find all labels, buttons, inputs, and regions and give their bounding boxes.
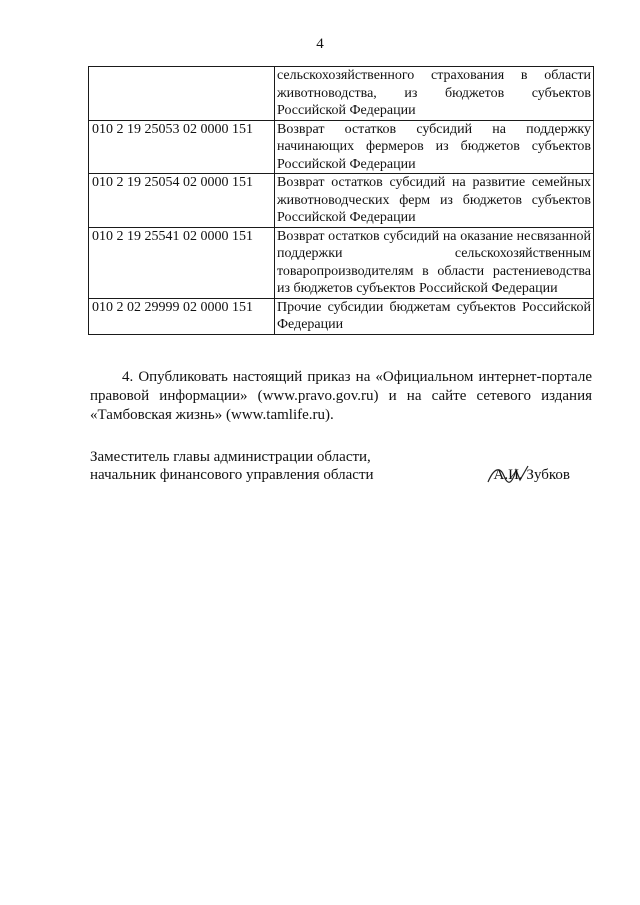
table-cell-code: 010 2 02 29999 02 0000 151 [89,298,275,334]
signatory-name: А.И. Зубков [493,467,570,483]
table-cell-description: Возврат остатков субсидий на оказание несвязанной поддержки сельскохозяйственным товаропроизводителям в области растениеводства из бюджетов субъектов Российской Федерации [275,227,594,298]
table-cell-code: 010 2 19 25054 02 0000 151 [89,174,275,228]
page-number: 4 [316,36,324,52]
table-row [89,174,594,228]
table-cell-code: 010 2 19 25053 02 0000 151 [89,120,275,174]
table-cell-code: 010 2 19 25541 02 0000 151 [89,227,275,298]
signatory-position-line-1: Заместитель главы администрации области, [90,449,371,465]
table-row [89,298,594,334]
table-cell-description: Прочие субсидии бюджетам субъектов Российской Федерации [275,298,594,334]
table-cell-description: Возврат остатков субсидий на поддержку начинающих фермеров из бюджетов субъектов Российской Федерации [275,120,594,174]
budget-codes-table [88,66,594,335]
signatory-position-line-2: начальник финансового управления области [90,467,374,483]
table-cell-description: сельскохозяйственного страхования в области животноводства, из бюджетов субъектов Российской Федерации [275,67,594,121]
table-cell-code [89,67,275,121]
table-row [89,120,594,174]
table-row [89,67,594,121]
table-row [89,227,594,298]
table-cell-description: Возврат остатков субсидий на развитие семейных животноводческих ферм из бюджетов субъектов Российской Федерации [275,174,594,228]
signature-block [90,448,592,484]
publication-clause: 4. Опубликовать настоящий приказ на «Официальном интернет-портале правовой информации» (www.pravo.gov.ru) и на сайте сетевого издания «Тамбовская жизнь» (www.tamlife.ru). [90,369,592,423]
